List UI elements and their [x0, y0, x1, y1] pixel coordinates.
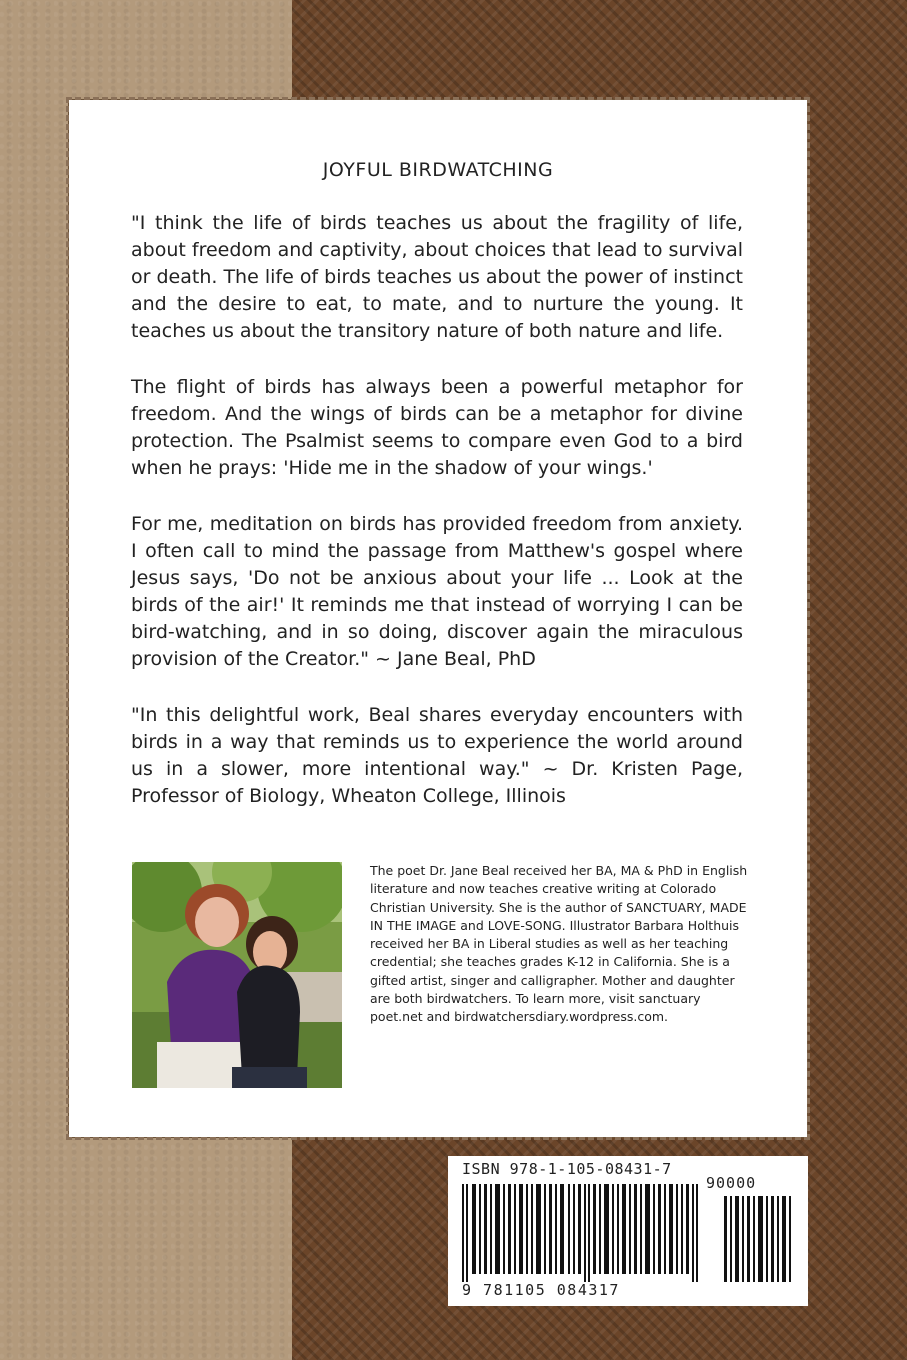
endorsement-paragraph: "In this delightful work, Beal shares everyday encounters with birds in a way that reminds us to experience the world around us in a slower, more intentional way." ~ Dr. Kristen Page, Professor of Biology, Wheaton College, Illinois [131, 704, 743, 807]
back-cover-text-panel [69, 100, 807, 1137]
quote-paragraph-1: "I think the life of birds teaches us about the fragility of life, about freedom and captivity, about choices that lead to survival or death. The life of birds teaches us about the power of instinct and the desire to eat, to mate, and to nurture the young. It teaches us about the transitory nature of both nature and life. [131, 212, 743, 342]
author-bio: The poet Dr. Jane Beal received her BA, MA & PhD in English literature and now teaches creative writing at Colorado Christian University. She is the author of SANCTUARY, MADE IN THE IMAGE and LOVE-SONG. Illustrator Barbara Holthuis received her BA in Liberal studies as well as her teaching credential; she teaches grades K-12 in California. She is a gifted artist, singer and calligrapher. Mother and daughter are both birdwatchers. To learn more, visit sanctuary poet.net and birdwatchersdiary.wordpress.com. [370, 863, 748, 1025]
barcode-digits: 9 781105 084317 [462, 1281, 620, 1299]
book-title: JOYFUL BIRDWATCHING [322, 159, 554, 181]
isbn-barcode [448, 1156, 808, 1306]
isbn-label: ISBN 978-1-105-08431-7 [462, 1160, 672, 1178]
price-code: 90000 [706, 1174, 757, 1192]
quote-paragraph-3: For me, meditation on birds has provided freedom from anxiety. I often call to mind the passage from Matthew's gospel where Jesus says, 'Do not be anxious about your life ... Look at the birds of the air!' It reminds me that instead of worrying I can be bird-watching, and in so doing, discover again the miraculous provision of the Creator." ~ Jane Beal, PhD [131, 513, 743, 670]
quote-paragraph-2: The flight of birds has always been a powerful metaphor for freedom. And the wings of birds can be a metaphor for divine protection. The Psalmist seems to compare even God to a bird when he prays: 'Hide me in the shadow of your wings.' [131, 376, 743, 479]
author-photo [132, 862, 342, 1088]
